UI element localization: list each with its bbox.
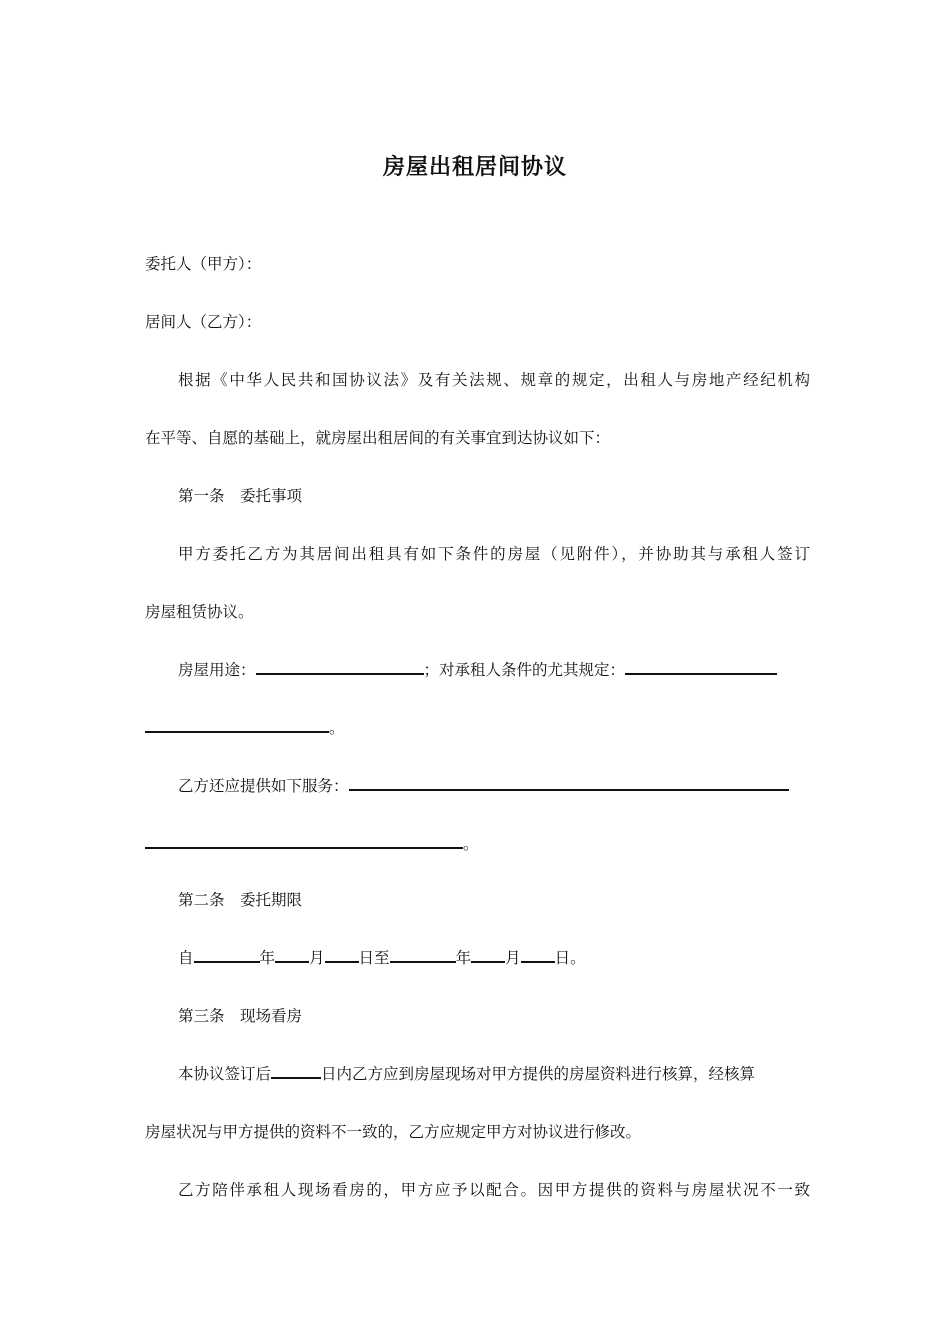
additional-service-line (178, 774, 810, 798)
tenant-condition-blank-cont[interactable] (145, 717, 329, 733)
additional-service-continuation (145, 832, 810, 856)
end-year-blank[interactable] (390, 947, 456, 963)
house-use-line (178, 658, 810, 682)
start-year-blank[interactable] (194, 947, 260, 963)
end-month-blank[interactable] (471, 947, 505, 963)
year-label: 年 (259, 949, 276, 967)
start-month-blank[interactable] (275, 947, 309, 963)
article-3-paragraph-line-2: 房屋状况与甲方提供的资料不一致的，乙方应规定甲方对协议进行修改。 (145, 1123, 642, 1141)
entrust-period-line (178, 946, 810, 970)
period-mark: 。 (329, 719, 345, 737)
article-3-paragraph-line-1 (178, 1062, 810, 1086)
tenant-condition-blank[interactable] (625, 659, 777, 675)
additional-service-blank-cont[interactable] (145, 833, 463, 849)
year-label: 年 (455, 949, 472, 967)
house-use-blank[interactable] (256, 659, 424, 675)
inspection-text: 日内乙方应到房屋现场对甲方提供的房屋资料进行核算，经核算 (321, 1065, 756, 1083)
party-a-line: 委托人（甲方）： (145, 255, 262, 273)
tenant-condition-label: ；对承租人条件的尤其规定： (423, 661, 626, 679)
article-1-paragraph-line-1: 甲方委托乙方为其居间出租具有如下条件的房屋（见附件），并协助其与承租人签订 (178, 545, 810, 563)
article-2-heading: 第二条 委托期限 (178, 891, 303, 909)
start-day-blank[interactable] (325, 947, 359, 963)
article-1-paragraph-line-2: 房屋租赁协议。 (145, 603, 254, 621)
document-title: 房屋出租居间协议 (382, 155, 567, 180)
day-end-label: 日。 (554, 949, 586, 967)
after-signing-label: 本协议签订后 (178, 1065, 272, 1083)
intro-paragraph-line-1: 根据《中华人民共和国协议法》及有关法规、规章的规定，出租人与房地产经纪机构 (178, 371, 810, 389)
article-3-heading: 第三条 现场看房 (178, 1007, 303, 1025)
party-b-line: 居间人（乙方）： (145, 313, 262, 331)
end-day-blank[interactable] (521, 947, 555, 963)
month-label: 月 (309, 949, 325, 967)
additional-service-blank[interactable] (349, 775, 789, 791)
days-blank[interactable] (271, 1063, 321, 1079)
tenant-condition-continuation (145, 716, 810, 740)
intro-paragraph-line-2: 在平等、自愿的基础上，就房屋出租居间的有关事宜到达协议如下： (145, 429, 611, 447)
month-label: 月 (505, 949, 521, 967)
from-label: 自 (178, 949, 194, 967)
article-1-heading: 第一条 委托事项 (178, 487, 303, 505)
house-use-label: 房屋用途： (178, 661, 256, 679)
period-mark: 。 (463, 835, 479, 853)
article-3-paragraph-2-line-1: 乙方陪伴承租人现场看房的，甲方应予以配合。因甲方提供的资料与房屋状况不一致 (178, 1181, 810, 1199)
day-to-label: 日至 (358, 949, 390, 967)
additional-service-label: 乙方还应提供如下服务： (178, 777, 349, 795)
